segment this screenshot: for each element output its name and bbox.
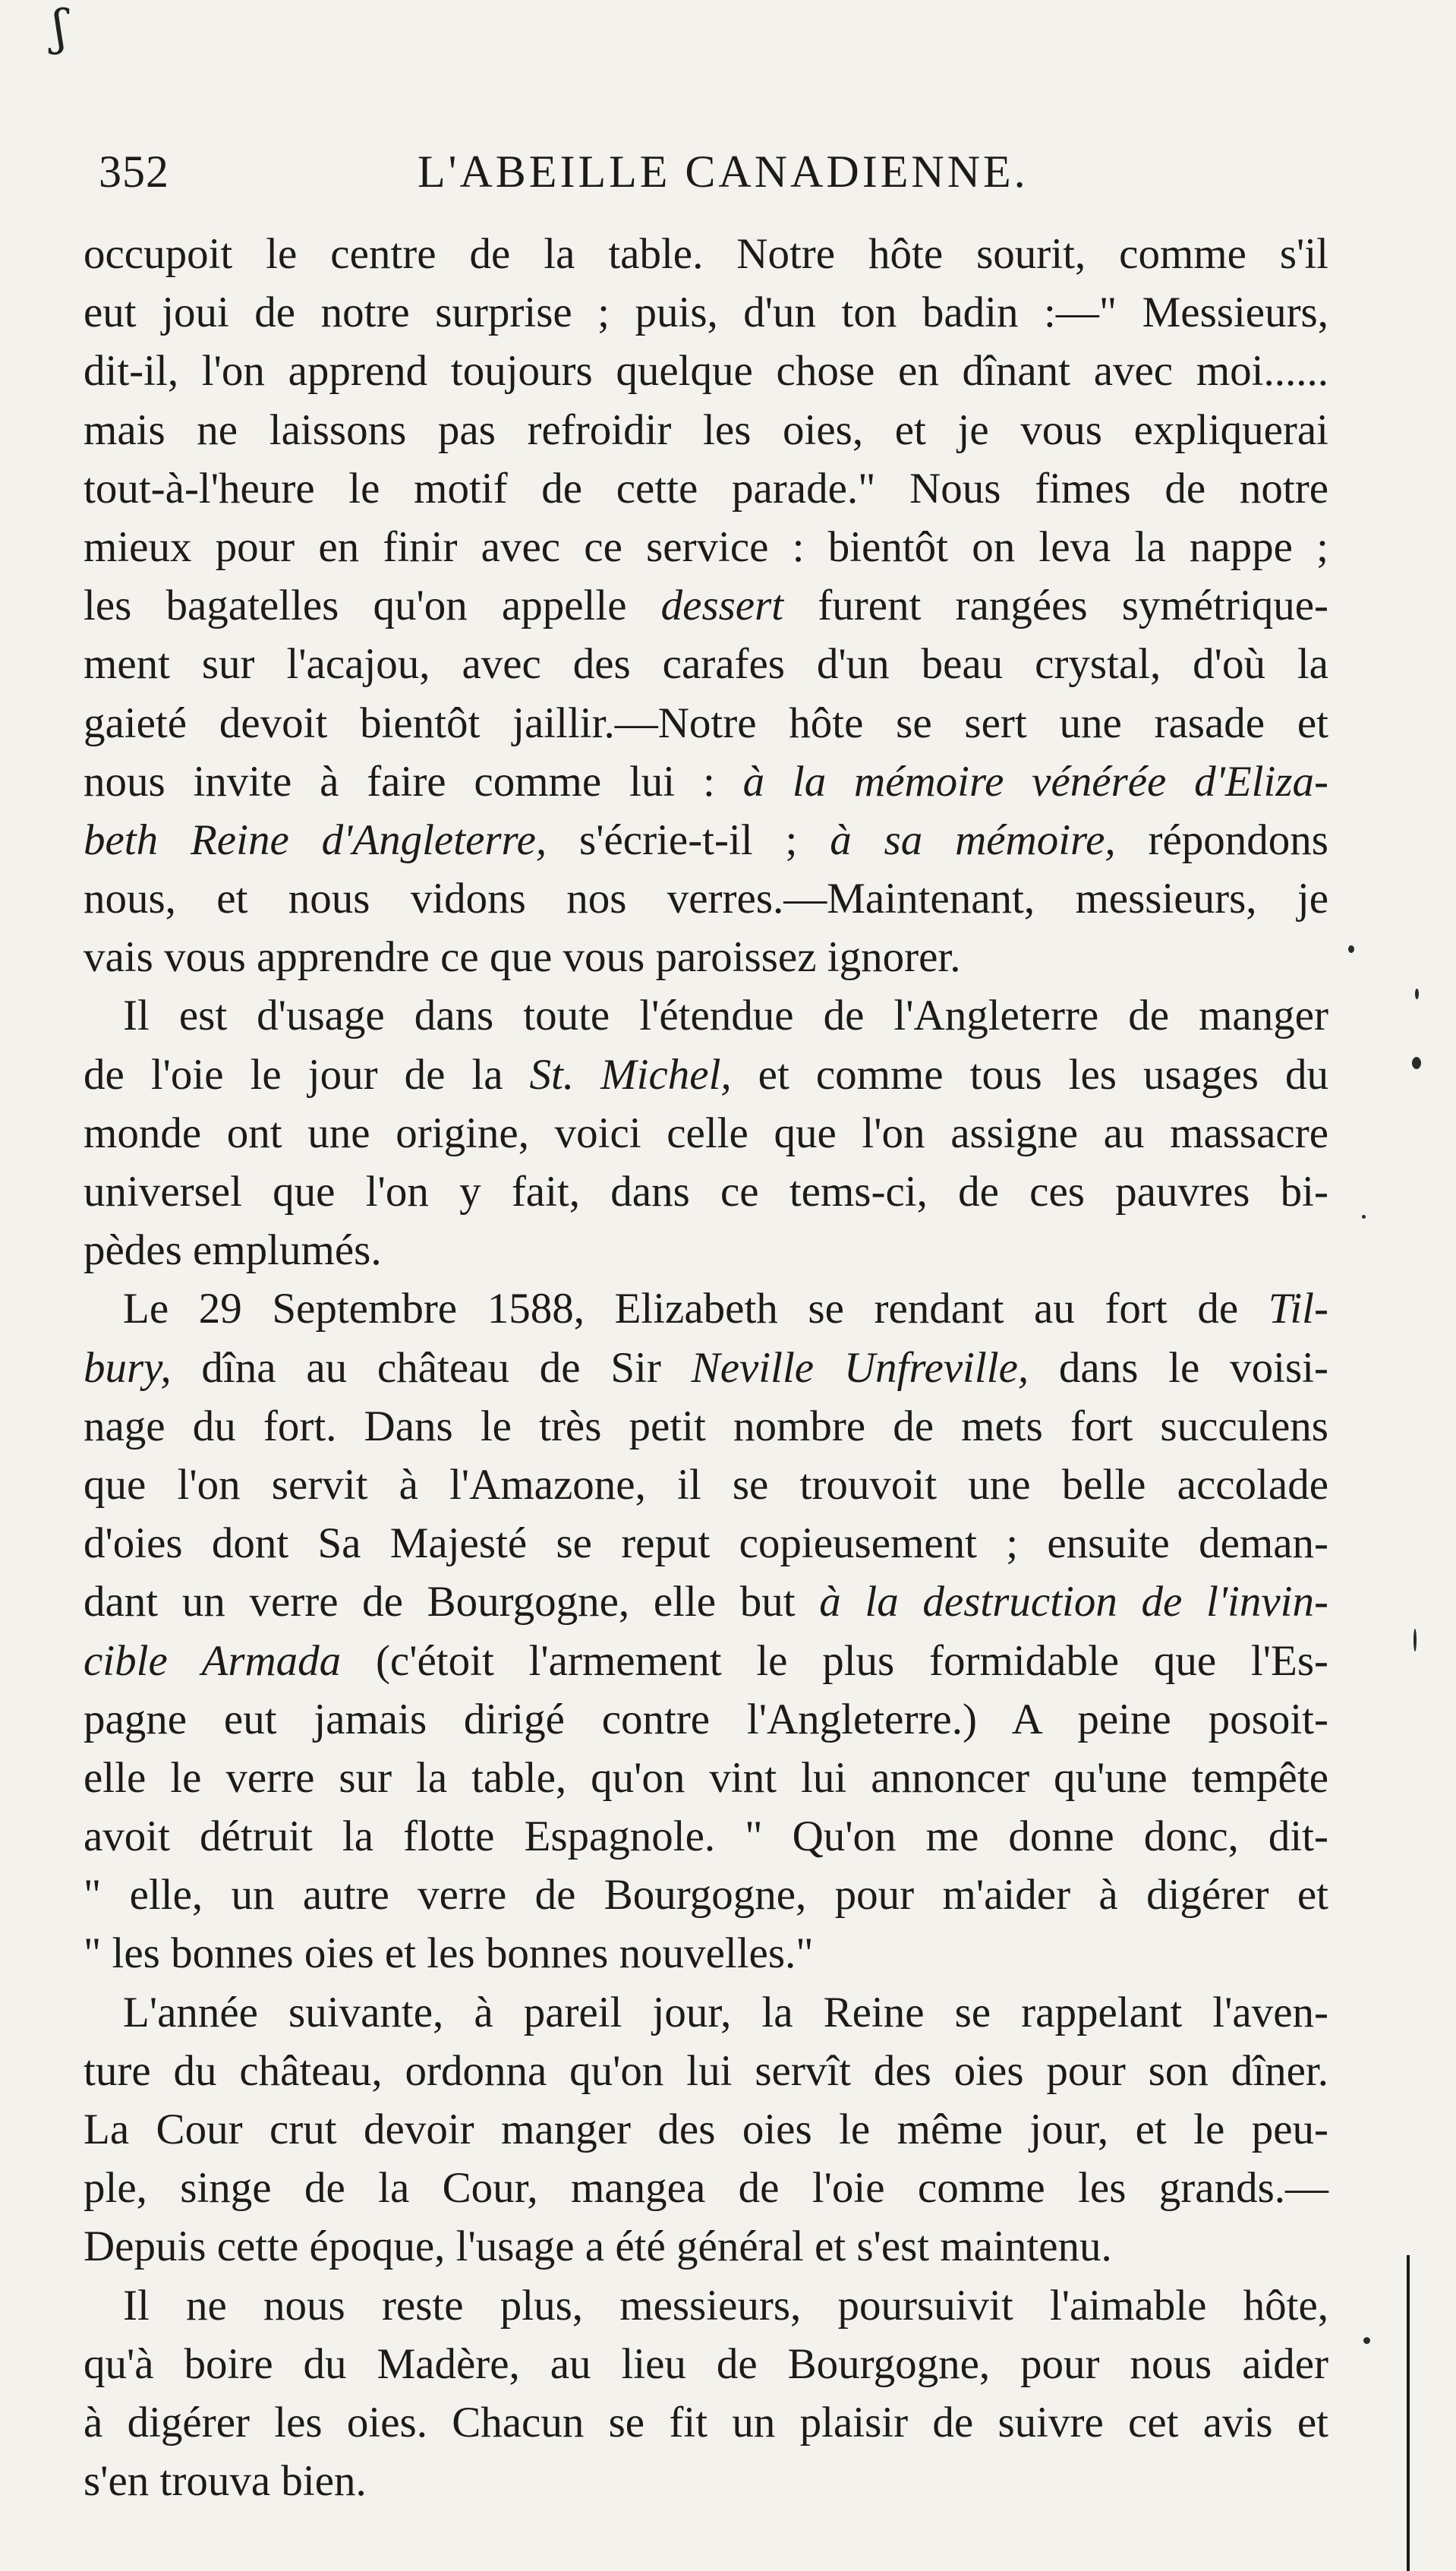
running-title: L'ABEILLE CANADIENNE. [418, 147, 1029, 197]
text-line: de l'oie le jour de la St. Michel, et comme tous les usages du [84, 1050, 1328, 1099]
text-line: monde ont une origine, voici celle que l'on assigne au massacre [84, 1109, 1328, 1157]
text-line: avoit détruit la flotte Espagnole. " Qu'on me donne donc, dit- [84, 1812, 1328, 1861]
text-line: elle le verre sur la table, qu'on vint lui annoncer qu'une tempête [84, 1753, 1328, 1802]
text-line: s'en trouva bien. [84, 2457, 367, 2506]
ink-speck [1348, 945, 1354, 953]
ink-speck [1362, 1215, 1366, 1219]
binding-edge-line [1407, 2255, 1410, 2571]
text-line: dant un verre de Bourgogne, elle but à la destruction de l'invin- [84, 1578, 1329, 1626]
text-line: tout-à-l'heure le motif de cette parade." Nous fimes de notre [84, 464, 1328, 513]
text-line: mieux pour en finir avec ce service : bientôt on leva la nappe ; [84, 522, 1328, 571]
page-header [91, 137, 1321, 205]
text-line: Il ne nous reste plus, messieurs, poursuivit l'aimable hôte, [123, 2281, 1328, 2330]
text-line: à digérer les oies. Chacun se fit un plaisir de suivre cet avis et [84, 2398, 1328, 2446]
text-line: " elle, un autre verre de Bourgogne, pour m'aider à digérer et [84, 1871, 1328, 1920]
text-line: d'oies dont Sa Majesté se reput copieusement ; ensuite deman- [84, 1519, 1328, 1568]
text-line: Depuis cette époque, l'usage a été général et s'est maintenu. [84, 2222, 1112, 2271]
text-line: gaieté devoit bientôt jaillir.—Notre hôte se sert une rasade et [84, 699, 1328, 747]
text-line: ment sur l'acajou, avec des carafes d'un beau crystal, d'où la [84, 640, 1328, 689]
text-line: dit-il, l'on apprend toujours quelque chose en dînant avec moi...... [84, 347, 1328, 396]
text-line: ture du château, ordonna qu'on lui servît des oies pour son dîner. [84, 2046, 1328, 2095]
text-line: La Cour crut devoir manger des oies le même jour, et le peu- [84, 2106, 1328, 2153]
text-line: que l'on servit à l'Amazone, il se trouvoit une belle accolade [84, 1460, 1328, 1509]
page-number: 352 [99, 147, 169, 197]
text-line: nage du fort. Dans le très petit nombre de mets fort succulens [84, 1402, 1328, 1450]
text-line: pèdes emplumés. [84, 1226, 382, 1275]
text-line: L'année suivante, à pareil jour, la Reine se rappelant l'aven- [123, 1988, 1328, 2036]
ink-mark: ʃ [53, 0, 67, 56]
text-line: Il est d'usage dans toute l'étendue de l'Angleterre de manger [123, 992, 1328, 1040]
text-line: nous, et nous vidons nos verres.—Maintenant, messieurs, je [84, 875, 1328, 923]
text-line: mais ne laissons pas refroidir les oies, et je vous expliquerai [84, 405, 1328, 454]
text-line: bury, dîna au château de Sir Neville Unfreville, dans le voisi- [84, 1343, 1328, 1392]
text-line: eut joui de notre surprise ; puis, d'un ton badin :—" Messieurs, [84, 289, 1328, 337]
text-line: beth Reine d'Angleterre, s'écrie-t-il ; à sa mémoire, répondons [84, 815, 1328, 864]
text-line: ple, singe de la Cour, mangea de l'oie comme les grands.— [84, 2164, 1328, 2213]
text-line: occupoit le centre de la table. Notre hôte sourit, comme s'il [84, 230, 1328, 278]
text-line: universel que l'on y fait, dans ce tems-ci, de ces pauvres bi- [84, 1168, 1328, 1216]
text-line: pagne eut jamais dirigé contre l'Angleterre.) A peine posoit- [84, 1695, 1328, 1743]
ink-speck [1412, 1057, 1421, 1069]
text-line: " les bonnes oies et les bonnes nouvelles." [84, 1929, 814, 1978]
body-text [84, 225, 1328, 2510]
ink-speck [1413, 1629, 1417, 1651]
text-line: nous invite à faire comme lui : à la mémoire vénérée d'Eliza- [84, 757, 1328, 806]
text-line: les bagatelles qu'on appelle dessert furent rangées symétrique- [84, 582, 1328, 630]
text-line: qu'à boire du Madère, au lieu de Bourgogne, pour nous aider [84, 2339, 1328, 2388]
text-line: cible Armada (c'étoit l'armement le plus formidable que l'Es- [84, 1636, 1328, 1685]
ink-speck [1415, 989, 1419, 999]
text-line: Le 29 Septembre 1588, Elizabeth se rendant au fort de Til- [123, 1285, 1328, 1333]
text-line: vais vous apprendre ce que vous paroissez ignorer. [84, 933, 961, 982]
ink-speck [1363, 2337, 1370, 2344]
